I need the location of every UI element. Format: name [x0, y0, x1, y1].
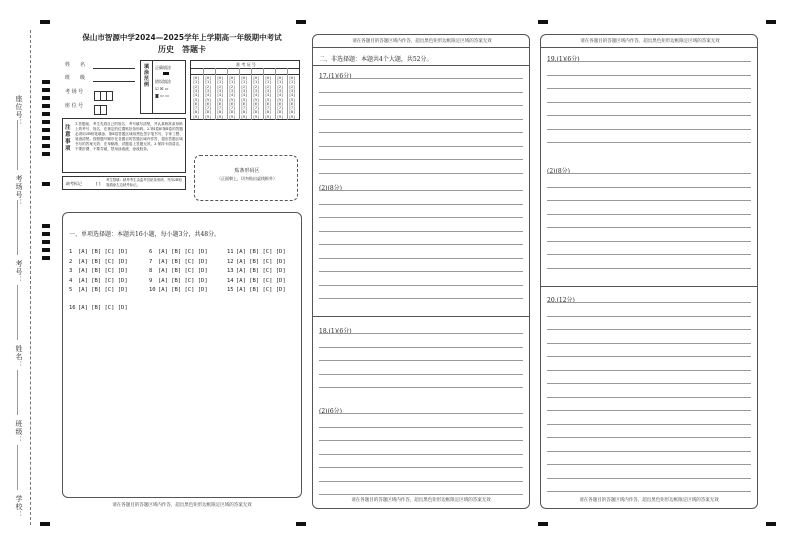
exam-id-bubble[interactable]: [3] — [193, 88, 200, 93]
exam-id-bubble[interactable]: [8] — [193, 110, 200, 115]
mc-question-number: 3 — [69, 268, 73, 274]
exam-id-bubble[interactable]: [1] — [265, 80, 272, 85]
exam-id-bubble[interactable]: [0] — [277, 76, 284, 80]
section2-panel-right — [540, 34, 758, 509]
exam-id-bubble[interactable]: [1] — [217, 80, 224, 85]
mc-question-number: 6 — [149, 249, 153, 255]
fill-correct-label: 正确填涂 — [155, 65, 171, 70]
q19-2-label: (2)(8分) — [547, 168, 570, 175]
exam-id-bubble[interactable]: [9] — [205, 114, 212, 119]
notes-box — [62, 118, 186, 173]
exam-id-bubble[interactable]: [9] — [229, 114, 236, 119]
answer-line[interactable] — [319, 481, 523, 482]
mc-question-number: 13 — [227, 268, 234, 274]
mc-question-row[interactable] — [227, 268, 286, 274]
exam-id-bubble[interactable]: [8] — [265, 110, 272, 115]
exam-id-bubble[interactable]: [3] — [253, 88, 260, 93]
fill-guide-title: 填涂范例 — [144, 64, 150, 88]
mc-options[interactable]: [A] [B] [C] [D] — [78, 277, 128, 284]
side-timing-mark — [42, 182, 50, 186]
answer-line[interactable] — [547, 397, 751, 398]
fill-correct-sample — [163, 72, 169, 75]
mc-options[interactable]: [A] [B] [C] [D] — [158, 277, 208, 284]
side-timing-mark — [42, 112, 50, 116]
barcode-title: 贴条形码区 — [234, 168, 260, 174]
class-label: 班 级 — [65, 75, 86, 81]
answer-line[interactable] — [319, 360, 523, 361]
absent-text: 考生禁填：缺考考生由监考员贴条形码，并用2B铅笔填涂左边缺考标记。 — [106, 178, 182, 187]
side-timing-mark — [42, 240, 50, 244]
answer-line[interactable] — [547, 343, 751, 344]
mc-question-number: 16 — [69, 305, 76, 311]
mc-options[interactable]: [A] [B] [C] [D] — [236, 249, 286, 255]
exam-id-bubble[interactable]: [1] — [205, 80, 212, 85]
mc-question-row[interactable] — [227, 278, 286, 284]
answer-line[interactable] — [319, 78, 523, 79]
answer-line[interactable] — [547, 329, 751, 330]
mc-question-row[interactable] — [227, 249, 286, 255]
answer-line[interactable] — [547, 383, 751, 384]
exam-id-bubble[interactable]: [2] — [265, 84, 272, 89]
exam-id-bubble[interactable]: [3] — [277, 88, 284, 93]
mc-options[interactable]: [A] [B] [C] [D] — [236, 277, 286, 284]
room-label: 考 场 号 — [65, 89, 84, 95]
fill-guide-box — [140, 60, 186, 114]
timing-mark — [538, 20, 548, 24]
exam-id-bubble[interactable]: [7] — [241, 106, 248, 111]
answer-line[interactable] — [319, 258, 523, 259]
timing-mark — [296, 522, 306, 526]
q17-2-label: (2)(8分) — [319, 185, 342, 192]
q18-2-label: (2)(6分) — [319, 408, 342, 415]
exam-id-bubble[interactable]: [7] — [229, 106, 236, 111]
mc-question-row[interactable] — [149, 249, 208, 255]
exam-id-bubble[interactable]: [4] — [217, 93, 224, 98]
answer-line[interactable] — [547, 241, 751, 242]
answer-line[interactable] — [547, 129, 751, 130]
answer-line[interactable] — [547, 173, 751, 174]
mc-question-number: 1 — [69, 249, 73, 255]
exam-id-bubble[interactable]: [4] — [253, 93, 260, 98]
answer-line[interactable] — [319, 132, 523, 133]
exam-id-bubble[interactable]: [6] — [265, 101, 272, 106]
exam-id-bubble[interactable]: [3] — [289, 88, 296, 93]
exam-id-bubble[interactable]: [4] — [289, 93, 296, 98]
answer-line[interactable] — [547, 115, 751, 116]
mc-question-number: 9 — [149, 277, 153, 284]
section2-title: 二、非选择题：本题共4个大题，共52分。 — [319, 56, 433, 63]
exam-id-bubble[interactable]: [6] — [217, 101, 224, 106]
fill-wrong-label: 错误填涂 — [155, 79, 171, 84]
exam-id-bubble[interactable]: [7] — [205, 106, 212, 111]
exam-id-bubble[interactable]: [2] — [241, 84, 248, 89]
answer-line[interactable] — [319, 467, 523, 468]
exam-id-bubble[interactable]: [0] — [289, 76, 296, 80]
mc-question-number: 11 — [227, 249, 234, 255]
answer-line[interactable] — [547, 491, 751, 492]
mc-question-row[interactable] — [149, 268, 208, 274]
answer-line[interactable] — [547, 75, 751, 76]
mc-options[interactable]: [A] [B] [C] [D] — [78, 268, 128, 274]
barcode-area — [194, 155, 298, 201]
mc-options[interactable]: [A] [B] [C] [D] — [78, 249, 128, 255]
exam-id-bubble[interactable]: [2] — [229, 84, 236, 89]
mc-options[interactable]: [A] [B] [C] [D] — [158, 249, 208, 255]
timing-mark — [40, 20, 50, 24]
answer-line[interactable] — [319, 298, 523, 299]
side-timing-mark — [42, 80, 50, 84]
answer-line[interactable] — [547, 356, 751, 357]
side-timing-mark — [42, 248, 50, 252]
mc-question-number: 12 — [227, 258, 234, 265]
exam-id-bubble[interactable]: [8] — [289, 110, 296, 115]
exam-id-bubble[interactable]: [1] — [253, 80, 260, 85]
exam-id-bubble[interactable]: [5] — [205, 97, 212, 102]
exam-id-bubble[interactable]: [5] — [193, 97, 200, 102]
notice-left: 请在各题目的答题区域内作答，超出黑色矩形边框限定区域的答案无效 — [112, 503, 252, 508]
exam-id-bubble[interactable]: [4] — [193, 93, 200, 98]
exam-id-bubble[interactable]: [9] — [193, 114, 200, 119]
mc-question-number: 5 — [69, 287, 73, 293]
notes-title: 注意事项 — [65, 125, 71, 152]
side-timing-mark — [42, 96, 50, 100]
exam-id-bubble[interactable]: [6] — [253, 101, 260, 106]
q19-1-label: 19.(1)(6分) — [547, 56, 580, 63]
margin-school-label: 学校： — [15, 495, 23, 519]
answer-line[interactable] — [547, 478, 751, 479]
exam-id-bubble[interactable]: [8] — [205, 110, 212, 115]
exam-id-bubble[interactable]: [4] — [241, 93, 248, 98]
answer-line[interactable] — [319, 231, 523, 232]
timing-mark — [766, 20, 776, 24]
page-title: 保山市智源中学2024—2025学年上学期高一年级期中考试 — [82, 33, 282, 42]
exam-id-bubble[interactable]: [5] — [229, 97, 236, 102]
exam-id-bubble[interactable]: [1] — [241, 80, 248, 85]
fill-wrong-samples: ☑ ☒ ▭ — [155, 86, 169, 91]
exam-id-bubble[interactable]: [2] — [205, 84, 212, 89]
mc-options[interactable]: [A] [B] [C] [D] — [78, 287, 128, 293]
section2-panel-mid — [312, 34, 530, 509]
exam-id-bubble[interactable]: [6] — [289, 101, 296, 106]
exam-id-bubble[interactable]: [3] — [205, 88, 212, 93]
answer-line[interactable] — [319, 347, 523, 348]
absent-box — [62, 176, 186, 190]
mc-question-row[interactable] — [69, 278, 128, 284]
exam-id-bubble[interactable]: [9] — [289, 114, 296, 119]
side-timing-mark — [42, 120, 50, 124]
exam-id-bubble[interactable]: [8] — [277, 110, 284, 115]
answer-line[interactable] — [547, 200, 751, 201]
exam-id-bubble[interactable]: [9] — [241, 114, 248, 119]
exam-id-bubble[interactable]: [7] — [289, 106, 296, 111]
answer-line[interactable] — [319, 454, 523, 455]
exam-id-bubble[interactable]: [0] — [205, 76, 212, 80]
answer-line[interactable] — [547, 214, 751, 215]
mc-question-row[interactable] — [69, 268, 128, 274]
answer-line[interactable] — [547, 142, 751, 143]
answer-line[interactable] — [319, 285, 523, 286]
exam-id-bubble[interactable]: [5] — [253, 97, 260, 102]
exam-id-bubble[interactable]: [7] — [265, 106, 272, 111]
answer-line[interactable] — [547, 227, 751, 228]
mc-question-number: 15 — [227, 287, 234, 293]
exam-id-bubble[interactable]: [0] — [253, 76, 260, 80]
side-timing-mark — [42, 104, 50, 108]
exam-id-bubble[interactable]: [2] — [277, 84, 284, 89]
exam-id-bubble[interactable]: [2] — [289, 84, 296, 89]
answer-line[interactable] — [319, 494, 523, 495]
margin-exam-label: 考号： — [15, 260, 23, 284]
exam-id-bubble[interactable]: [1] — [289, 80, 296, 85]
seat-label: 座 位 号 — [65, 103, 84, 109]
exam-id-bubble[interactable]: [9] — [217, 114, 224, 119]
side-timing-mark — [42, 232, 50, 236]
exam-id-bubble[interactable]: [6] — [205, 101, 212, 106]
notice-right-bottom: 请在各题目的答题区域内作答，超出黑色矩形边框限定区域的答案无效 — [579, 498, 719, 503]
exam-id-bubble[interactable]: [2] — [253, 84, 260, 89]
exam-id-bubble[interactable]: [4] — [229, 93, 236, 98]
exam-id-bubble[interactable]: [3] — [241, 88, 248, 93]
mc-options[interactable]: [A] [B] [C] [D] — [236, 287, 286, 293]
answer-line[interactable] — [547, 302, 751, 303]
exam-id-bubble[interactable]: [6] — [277, 101, 284, 106]
answer-line[interactable] — [547, 254, 751, 255]
exam-id-bubble[interactable]: [8] — [217, 110, 224, 115]
exam-id-bubble[interactable]: [1] — [229, 80, 236, 85]
exam-id-bubble[interactable]: [4] — [265, 93, 272, 98]
mc-question-row[interactable] — [149, 287, 208, 293]
answer-line[interactable] — [319, 244, 523, 245]
answer-line[interactable] — [319, 374, 523, 375]
mc-question-row[interactable] — [149, 259, 208, 265]
timing-mark — [766, 522, 776, 526]
mc-options[interactable]: [A] [B] [C] [D] — [78, 305, 128, 311]
exam-id-bubble[interactable]: [7] — [277, 106, 284, 111]
answer-line[interactable] — [319, 92, 523, 93]
timing-mark — [538, 522, 548, 526]
answer-line[interactable] — [319, 204, 523, 205]
exam-id-bubble[interactable]: [7] — [253, 106, 260, 111]
answer-line[interactable] — [547, 187, 751, 188]
answer-line[interactable] — [547, 410, 751, 411]
answer-line[interactable] — [547, 268, 751, 269]
exam-id-bubble[interactable]: [1] — [277, 80, 284, 85]
exam-id-bubble[interactable]: [4] — [205, 93, 212, 98]
seat-boxes[interactable] — [94, 100, 106, 119]
side-timing-mark — [42, 128, 50, 132]
exam-id-bubble[interactable]: [6] — [193, 101, 200, 106]
exam-id-bubble[interactable]: [5] — [265, 97, 272, 102]
answer-line[interactable] — [547, 102, 751, 103]
timing-mark — [296, 20, 306, 24]
q20-label: 20.(12分) — [547, 297, 575, 304]
answer-line[interactable] — [547, 316, 751, 317]
exam-id-bubble[interactable]: [5] — [289, 97, 296, 102]
exam-id-bubble[interactable]: [2] — [217, 84, 224, 89]
side-timing-mark — [42, 136, 50, 140]
exam-id-bubble[interactable]: [6] — [229, 101, 236, 106]
exam-id-bubble[interactable]: [9] — [277, 114, 284, 119]
answer-line[interactable] — [319, 440, 523, 441]
page-subtitle: 历史 答题卡 — [158, 45, 206, 54]
name-field[interactable] — [93, 68, 135, 69]
answer-line[interactable] — [319, 159, 523, 160]
exam-id-bubble[interactable]: [9] — [265, 114, 272, 119]
answer-line[interactable] — [547, 370, 751, 371]
answer-line[interactable] — [547, 61, 751, 62]
exam-id-bubble[interactable]: [7] — [217, 106, 224, 111]
barcode-subtitle: （正面朝上，切勿贴出虚线框外） — [217, 176, 277, 181]
answer-line[interactable] — [319, 190, 523, 191]
exam-id-bubble[interactable]: [3] — [217, 88, 224, 93]
timing-mark — [40, 522, 50, 526]
side-timing-mark — [42, 88, 50, 92]
answer-line[interactable] — [547, 424, 751, 425]
answer-line[interactable] — [319, 217, 523, 218]
mc-options[interactable]: [A] [B] [C] [D] — [158, 258, 208, 265]
side-timing-mark — [42, 144, 50, 148]
mc-options[interactable]: [A] [B] [C] [D] — [158, 287, 208, 293]
absent-label: 缺考标记 — [66, 181, 82, 186]
exam-id-bubble[interactable]: [9] — [253, 114, 260, 119]
section1-title: 一、单项选择题：本题共16小题，每小题3分，共48分。 — [69, 231, 221, 238]
answer-line[interactable] — [319, 271, 523, 272]
exam-id-bubble[interactable]: [3] — [229, 88, 236, 93]
mc-question-number: 2 — [69, 258, 73, 265]
notes-text: 1.答题前，考生先将自己的姓名、考号填写清楚，并认真核准条形码上的考号、姓名，在规定的位置贴好条形码。2.第Ⅰ卷和第Ⅱ卷的答题必须用2B铅笔填涂，第Ⅱ卷答题区域用黑色签字笔书写，字体工整、笔迹清楚。按照题号顺序在各题目的答题区域内作答，超出答题区域书写的答案无效；在草稿纸、试题卷上答题无效。3.保持卡面清洁，不要折叠、不要弄破，禁用涂改液、涂改胶条。 — [75, 122, 183, 151]
exam-id-bubble[interactable]: [0] — [229, 76, 236, 80]
exam-id-bubble[interactable]: [0] — [193, 76, 200, 80]
q17-1-label: 17.(1)(6分) — [319, 73, 352, 80]
exam-id-bubble[interactable]: [8] — [229, 110, 236, 115]
exam-id-bubble[interactable]: [4] — [277, 93, 284, 98]
answer-line[interactable] — [319, 413, 523, 414]
mc-options[interactable]: [A] [B] [C] [D] — [236, 258, 286, 265]
answer-line[interactable] — [319, 427, 523, 428]
exam-id-bubble[interactable]: [5] — [217, 97, 224, 102]
margin-name-label: 姓名： — [15, 345, 23, 369]
exam-id-bubble[interactable]: [8] — [241, 110, 248, 115]
mc-options[interactable]: [A] [B] [C] [D] — [78, 258, 128, 265]
answer-line[interactable] — [547, 437, 751, 438]
mc-question-row[interactable] — [149, 278, 208, 284]
exam-id-grid[interactable] — [190, 60, 300, 120]
answer-line[interactable] — [319, 146, 523, 147]
mc-question-number: 8 — [149, 268, 153, 274]
exam-id-bubble[interactable]: [6] — [241, 101, 248, 106]
exam-id-bubble[interactable]: [5] — [277, 97, 284, 102]
side-timing-mark — [42, 256, 50, 260]
notice-mid-bottom: 请在各题目的答题区域内作答，超出黑色矩形边框限定区域的答案无效 — [351, 498, 491, 503]
mc-question-row[interactable] — [69, 259, 128, 265]
exam-id-bubble[interactable]: [3] — [265, 88, 272, 93]
mc-question-row[interactable] — [69, 287, 128, 293]
name-label: 姓 名 — [65, 62, 86, 68]
answer-line[interactable] — [319, 105, 523, 106]
q18-1-label: 18.(1)(6分) — [319, 328, 352, 335]
answer-line[interactable] — [547, 451, 751, 452]
mc-question-number: 4 — [69, 277, 73, 284]
margin-seat-label: 座位号： — [15, 95, 23, 127]
notice-mid-top: 请在各题目的答题区域内作答，超出黑色矩形边框限定区域的答案无效 — [352, 39, 492, 44]
exam-id-bubble[interactable]: [1] — [193, 80, 200, 85]
mc-question-number: 10 — [149, 287, 156, 293]
mc-options[interactable]: [A] [B] [C] [D] — [158, 268, 208, 274]
answer-line[interactable] — [319, 173, 523, 174]
class-field[interactable] — [93, 81, 135, 82]
exam-id-bubble[interactable]: [8] — [253, 110, 260, 115]
answer-line[interactable] — [547, 88, 751, 89]
exam-id-bubble[interactable]: [7] — [193, 106, 200, 111]
side-timing-mark — [42, 152, 50, 156]
fill-wrong-samples-2: ◙ ▭ ▭ — [155, 93, 169, 98]
answer-line[interactable] — [319, 119, 523, 120]
side-timing-mark — [42, 224, 50, 228]
mc-question-number: 7 — [149, 258, 153, 265]
margin-class-label: 班级： — [15, 420, 23, 444]
mc-options[interactable]: [A] [B] [C] [D] — [236, 268, 286, 274]
exam-id-title: 准 考 证 号 — [236, 62, 256, 67]
mc-question-row[interactable] — [69, 305, 128, 311]
cut-line — [30, 30, 31, 525]
mc-question-row[interactable] — [227, 287, 286, 293]
mc-question-row[interactable] — [227, 259, 286, 265]
margin-room-label: 考场号： — [15, 175, 23, 207]
mc-question-number: 14 — [227, 277, 234, 284]
section1-panel — [62, 212, 302, 498]
mc-question-row[interactable] — [69, 249, 128, 255]
exam-id-bubble[interactable]: [2] — [193, 84, 200, 89]
answer-line[interactable] — [547, 464, 751, 465]
notice-right-top: 请在各题目的答题区域内作答，超出黑色矩形边框限定区域的答案无效 — [580, 39, 720, 44]
absent-checkbox[interactable]: [ ] — [96, 181, 101, 186]
exam-id-bubble[interactable]: [5] — [241, 97, 248, 102]
exam-id-bubble[interactable]: [0] — [265, 76, 272, 80]
answer-line[interactable] — [319, 333, 523, 334]
exam-id-bubble[interactable]: [0] — [241, 76, 248, 80]
exam-id-bubble[interactable]: [0] — [217, 76, 224, 80]
answer-line[interactable] — [319, 387, 523, 388]
